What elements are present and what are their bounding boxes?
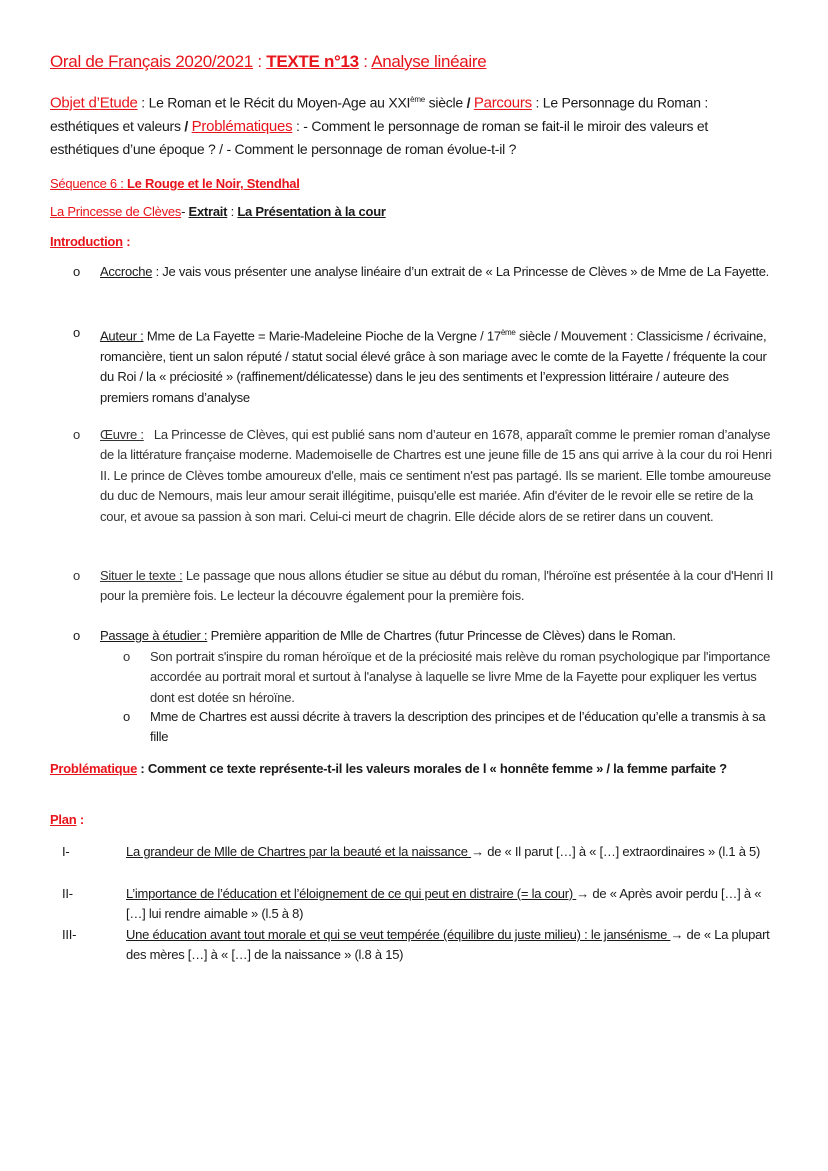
slash: / <box>466 94 471 111</box>
dash: - <box>181 204 189 219</box>
bullet-icon: o <box>73 325 80 340</box>
item-text: La Princesse de Clèves, qui est publié sans nom d’auteur en 1678, apparaît comme le premier roman d’analyse de la littérature française moderne. Mademoiselle de Chartres est une jeune fille de 15 ans qui arrive à la cour du roi Henri II. Le prince de Clèves tombe amoureux d'elle, mais ce sentiment n'est pas partagé. Ils se marient. Elle tombe amoureuse du duc de Nemours, mais leur amour serait illégitime, puisqu'elle est mariée. Afin d'éviter de le revoir elle se retire de la cour, et avoue sa passion à son mari. Celui-ci meurt de chagrin. Elle décide alors de se retirer dans un couvent. <box>100 427 776 524</box>
plan-label: Plan <box>50 812 77 827</box>
plan-number: I- <box>62 844 70 859</box>
item-text: siècle / Mouvement : Classicisme / écrivaine, romancière, tient un salon réputé / statut social élevé grâce à son mariage avec le comte de la Fayette / fréquente la cour du Roi / la « préciosité » (raffinement/délicatesse) dans le jeu des sentiments et l’expression littéraire / auteure des premiers romans d’analyse <box>100 328 767 405</box>
plan-title: L’importance de l’éducation et l’éloignement de ce qui peut en distraire (= la cour) <box>126 886 577 901</box>
item-text: Première apparition de Mlle de Chartres (futur Princesse de Clèves) dans le Roman. <box>207 628 676 643</box>
plan-heading <box>50 808 770 831</box>
problematiques-text: : - Comment le personnage de roman se fait-il le miroir des valeurs et esthétiques d’une époque ? / - Comment le personnage de roman évolue-t-il ? <box>50 117 709 157</box>
intro-item-auteur <box>73 323 780 408</box>
bullet-icon: o <box>73 427 80 442</box>
objet-text: siècle <box>424 94 467 111</box>
problematique-text: : Comment ce texte représente-t-il les valeurs morales de l « honnête femme » / la femme parfaite ? <box>137 761 727 776</box>
colon: : <box>76 812 84 827</box>
item-label: Passage à étudier : <box>100 628 208 643</box>
bullet-icon: o <box>123 709 130 724</box>
extract-label: Extrait <box>188 204 228 219</box>
colon: : <box>122 234 131 249</box>
plan-text: → de « Il parut […] à « […] extraordinaires » (l.1 à 5) <box>471 844 761 859</box>
bullet-icon: o <box>73 568 80 583</box>
extract-title: La Présentation à la cour <box>237 204 386 219</box>
sub-item-text: Mme de Chartres est aussi décrite à travers la description des principes et de l’éducation qu’elle a transmis à sa fille <box>150 709 766 745</box>
item-label: Accroche <box>100 264 153 279</box>
introduction-label: Introduction <box>50 234 123 249</box>
bullet-icon: o <box>73 264 80 279</box>
problematiques-label: Problématiques <box>191 117 293 135</box>
item-text: Mme de La Fayette = Marie-Madeleine Pioche de la Vergne / 17 <box>143 328 501 344</box>
document-title <box>50 50 770 73</box>
intro-item-oeuvre <box>73 425 780 527</box>
bullet-icon: o <box>123 649 130 664</box>
sub-item-text: Son portrait s'inspire du roman héroïque et de la préciosité mais relève du roman psychologique par l'importance accordée au portrait moral et surtout à l'analyse à laquelle se livre Mme de la Fayette pour expliquer les vertus dont est dotée sn héroïne. <box>150 649 771 705</box>
separator: : <box>358 52 372 71</box>
plan-number: III- <box>62 927 77 942</box>
plan-title: Une éducation avant tout morale et qui se veut tempérée (équilibre du juste milieu) : le jansénisme <box>126 927 671 942</box>
parcours-text: : Le Personnage du Roman : esthétiques et valeurs <box>50 94 709 134</box>
sequence-heading <box>50 172 770 195</box>
plan-number: II- <box>62 886 73 901</box>
plan-item <box>62 884 776 925</box>
superscript: ème <box>500 328 516 337</box>
title-course: Oral de Français 2020/2021 <box>50 52 253 71</box>
plan-text: → de « Après avoir perdu […] à « […] lui rendre aimable » (l.5 à 8) <box>126 886 762 922</box>
title-analysis: Analyse linéaire <box>371 52 487 71</box>
bullet-icon: o <box>73 628 80 643</box>
problematique <box>50 758 730 779</box>
plan-item <box>62 925 776 966</box>
item-label: Situer le texte : <box>100 568 183 583</box>
extract-heading <box>50 200 770 223</box>
plan-item <box>62 842 776 862</box>
introduction-heading <box>50 230 770 253</box>
item-label: Auteur : <box>100 328 144 344</box>
sub-item <box>123 707 775 748</box>
item-label: Œuvre : <box>100 427 144 442</box>
intro-item-accroche <box>73 262 780 282</box>
item-text: : Je vais vous présenter une analyse linéaire d’un extrait de « La Princesse de Clèves » de Mme de La Fayette. <box>152 264 770 279</box>
sequence-title: Le Rouge et le Noir, Stendhal <box>126 176 300 191</box>
objet-label: Objet d’Etude <box>50 94 138 112</box>
separator: : <box>227 204 238 219</box>
sequence-label: Séquence 6 : <box>50 176 127 191</box>
parcours-label: Parcours <box>473 94 532 112</box>
superscript: ème <box>410 95 425 104</box>
intro-item-situer <box>73 566 780 607</box>
separator: : <box>252 52 267 71</box>
work-title: La Princesse de Clèves <box>50 204 182 219</box>
slash: / <box>184 117 188 134</box>
objet-text: : Le Roman et le Récit du Moyen-Age au XXI <box>137 94 411 111</box>
objet-etude <box>50 88 770 161</box>
intro-item-passage <box>73 626 780 646</box>
plan-text: → de « La plupart des mères […] à « […] de la naissance » (l.8 à 15) <box>126 927 770 963</box>
plan-title: La grandeur de Mlle de Chartres par la beauté et la naissance <box>126 844 472 859</box>
title-text-number: TEXTE n°13 <box>266 52 359 71</box>
sub-item <box>123 647 775 708</box>
problematique-label: Problématique <box>50 761 138 776</box>
item-text: Le passage que nous allons étudier se situe au début du roman, l'héroïne est présentée à la cour d'Henri II pour la première fois. Le lecteur la découvre également pour la première fois. <box>100 568 774 604</box>
